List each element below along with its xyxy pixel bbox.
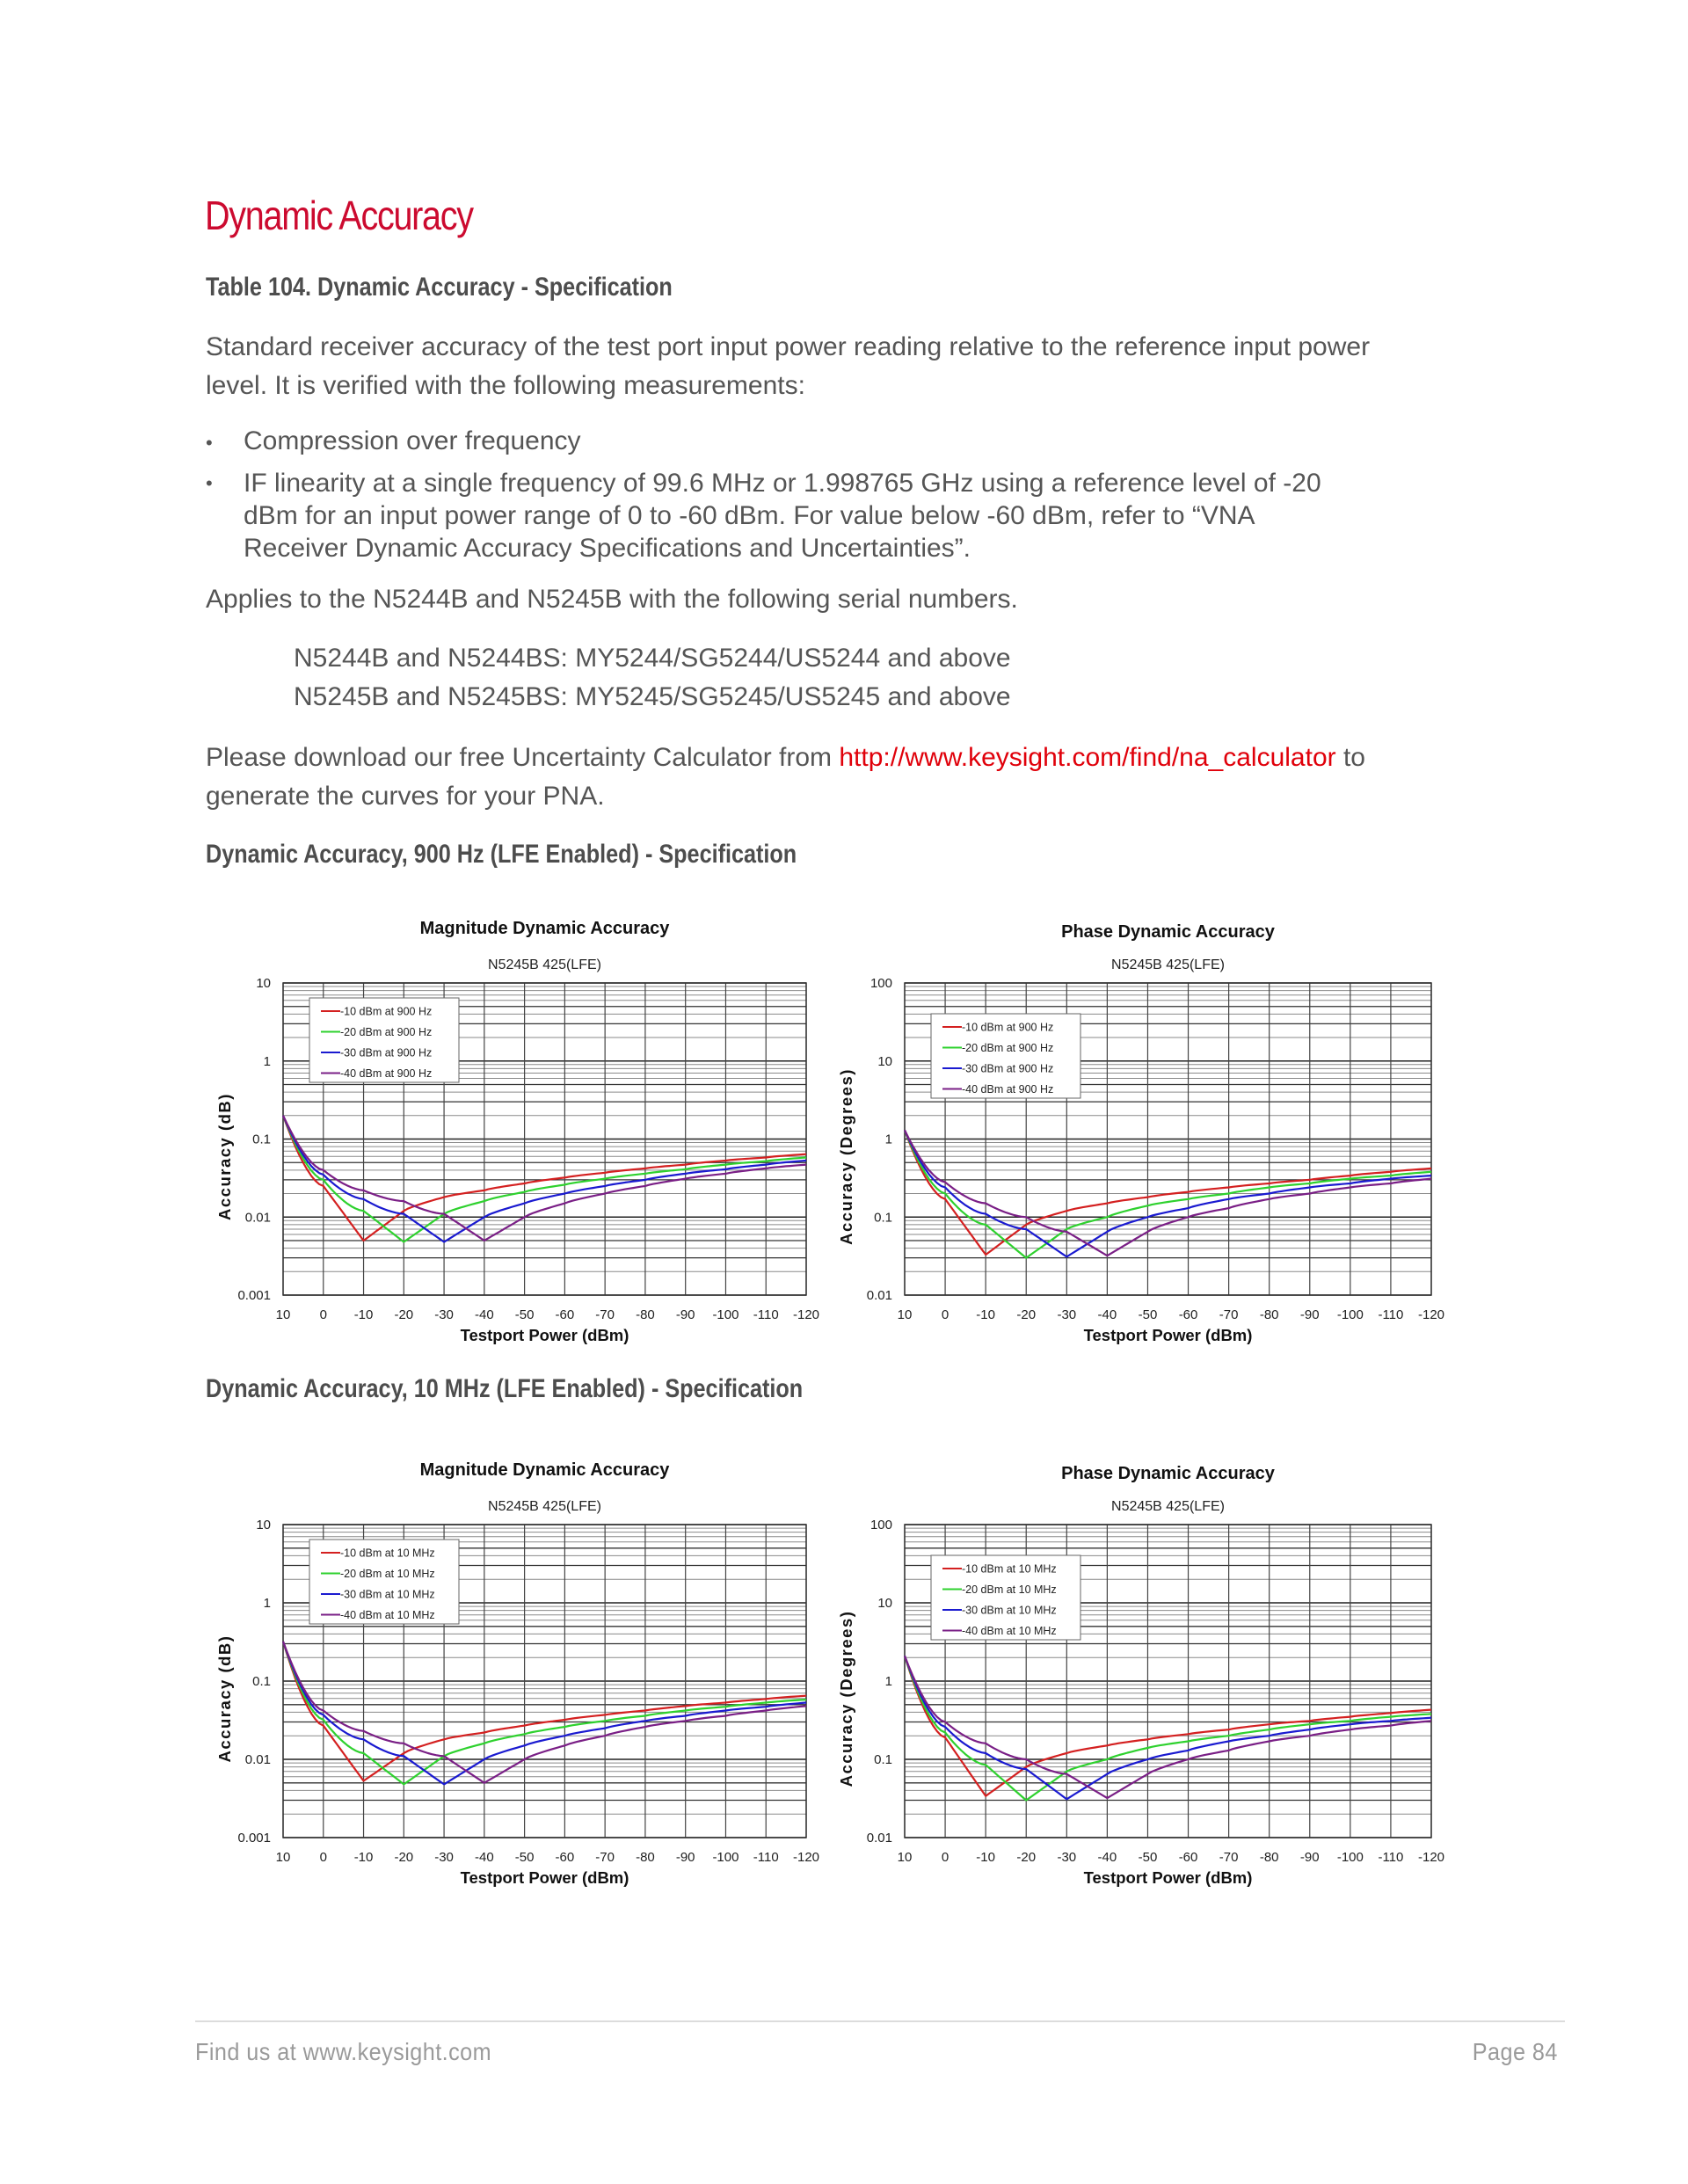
x-tick-label: 10 [275,1850,291,1865]
y-tick-label: 0.1 [252,1674,271,1689]
legend-label: -40 dBm at 900 Hz [340,1067,433,1080]
footer-website[interactable]: Find us at www.keysight.com [195,2038,492,2065]
bullet-text: dBm for an input power range of 0 to -60 dBm. For value below -60 dBm, refer to “VNA [244,501,1255,530]
table-caption: Table 104. Dynamic Accuracy - Specification [206,273,673,302]
bullet-icon: • [206,472,213,494]
legend-label: -40 dBm at 900 Hz [962,1083,1054,1096]
legend-label: -30 dBm at 10 MHz [962,1604,1057,1617]
x-tick-label: -40 [1097,1307,1117,1322]
x-tick-label: -60 [555,1307,575,1322]
x-tick-label: -30 [1057,1850,1077,1865]
x-tick-label: -80 [1259,1850,1279,1865]
y-tick-label: 0.001 [237,1288,271,1303]
legend-label: -20 dBm at 900 Hz [340,1026,433,1038]
x-tick-label: -120 [1417,1850,1445,1865]
y-tick-label: 1 [263,1053,271,1069]
chart-title: Magnitude Dynamic Accuracy [419,1460,670,1480]
x-tick-label: -20 [1016,1850,1037,1865]
x-tick-label: -30 [434,1307,454,1322]
x-tick-label: 0 [941,1850,950,1865]
x-tick-label: 0 [941,1307,950,1322]
bullet-icon: • [206,432,213,454]
x-axis-label: Testport Power (dBm) [460,1326,629,1344]
x-tick-label: -70 [595,1307,615,1322]
x-tick-label: -60 [1178,1850,1198,1865]
x-axis-label: Testport Power (dBm) [1083,1326,1253,1344]
x-tick-label: -50 [1138,1307,1158,1322]
x-tick-label: -110 [753,1307,779,1322]
legend-label: -20 dBm at 900 Hz [962,1042,1054,1054]
y-axis-label: Accuracy (Degrees) [837,1610,855,1787]
x-tick-label: -10 [976,1850,995,1865]
x-tick-label: -110 [1378,1850,1404,1865]
x-tick-label: -10 [353,1307,374,1322]
legend-label: -40 dBm at 10 MHz [962,1625,1057,1637]
x-tick-label: -90 [1299,1850,1320,1865]
y-tick-label: 0.1 [874,1210,892,1226]
legend-label: -10 dBm at 10 MHz [962,1562,1057,1576]
x-tick-label: -20 [394,1307,414,1322]
y-tick-label: 0.1 [252,1132,271,1147]
y-tick-label: 100 [869,976,892,991]
legend-label: -10 dBm at 900 Hz [962,1021,1054,1034]
chart-title: Magnitude Dynamic Accuracy [419,919,670,938]
x-tick-label: -90 [675,1850,695,1865]
x-tick-label: -10 [353,1850,374,1865]
x-tick-label: -70 [1219,1307,1239,1322]
x-tick-label: -110 [753,1850,779,1865]
legend [309,998,459,1082]
chart-title: Phase Dynamic Accuracy [1061,1464,1275,1483]
y-tick-label: 0.1 [874,1752,892,1767]
y-tick-label: 100 [869,1518,892,1532]
footer-divider [195,2020,1565,2022]
bullet-text: IF linearity at a single frequency of 99.6 MHz or 1.998765 GHz using a reference level of -20 [244,469,1321,498]
legend-label: -40 dBm at 10 MHz [340,1609,435,1621]
bullet-text: Compression over frequency [244,426,581,455]
x-tick-label: -20 [1016,1307,1037,1322]
y-tick-label: 1 [884,1674,892,1689]
intro-line-2: level. It is verified with the following measurements: [206,371,805,400]
x-tick-label: -40 [475,1307,494,1322]
y-tick-label: 0.001 [237,1831,271,1845]
y-tick-label: 0.01 [866,1831,892,1845]
y-tick-label: 10 [877,1596,892,1611]
chart-magnitude-900hz [215,919,819,1344]
y-tick-label: 10 [256,1518,271,1532]
serial-line: N5244B and N5244BS: MY5244/SG5244/US5244 and above [294,644,1011,673]
x-tick-label: -20 [394,1850,414,1865]
chart-subtitle: N5245B 425(LFE) [1111,957,1225,972]
x-tick-label: -50 [514,1850,535,1865]
y-tick-label: 10 [256,976,271,991]
x-tick-label: -120 [1417,1307,1445,1322]
chart-phase-10mhz [837,1464,1444,1887]
y-tick-label: 0.01 [866,1288,892,1303]
x-tick-label: -40 [1097,1850,1117,1865]
y-tick-label: 0.01 [244,1210,271,1226]
bullet-text: Receiver Dynamic Accuracy Specifications and Uncertainties”. [244,534,971,563]
legend [309,1540,459,1624]
y-tick-label: 1 [263,1596,271,1611]
chart-magnitude-10mhz [215,1460,819,1887]
x-tick-label: -60 [555,1850,575,1865]
x-tick-label: -80 [636,1850,655,1865]
footer-page-number: Page 84 [1472,2038,1558,2065]
serial-line: N5245B and N5245BS: MY5245/SG5245/US5245 and above [294,682,1011,711]
calculator-link[interactable]: http://www.keysight.com/find/na_calculator [839,743,1336,772]
x-tick-label: -30 [1057,1307,1077,1322]
x-tick-label: -70 [1219,1850,1239,1865]
x-tick-label: 10 [275,1307,291,1322]
x-tick-label: -110 [1378,1307,1404,1322]
chart-title: Phase Dynamic Accuracy [1061,922,1275,942]
y-axis-label: Accuracy (dB) [215,1093,234,1220]
x-tick-label: -100 [712,1307,739,1322]
intro-line-1: Standard receiver accuracy of the test port input power reading relative to the reference input power [206,332,1371,361]
x-tick-label: -100 [1336,1307,1364,1322]
legend-label: -30 dBm at 10 MHz [340,1588,435,1601]
x-tick-label: -100 [1336,1850,1364,1865]
x-tick-label: -80 [636,1307,655,1322]
y-tick-label: 1 [884,1132,892,1147]
legend-label: -20 dBm at 10 MHz [962,1583,1057,1596]
chart-phase-900hz [837,922,1444,1344]
applies-text: Applies to the N5244B and N5245B with the following serial numbers. [206,585,1018,614]
x-tick-label: -30 [434,1850,454,1865]
y-axis-label: Accuracy (Degrees) [837,1068,855,1245]
download-prefix: Please download our free Uncertainty Calculator from [206,743,840,772]
x-tick-label: 0 [319,1307,327,1322]
x-tick-label: -80 [1259,1307,1279,1322]
x-tick-label: -120 [792,1850,820,1865]
y-axis-label: Accuracy (dB) [215,1634,234,1763]
legend-label: -10 dBm at 10 MHz [340,1547,435,1560]
legend [931,1555,1080,1640]
section-heading-900hz: Dynamic Accuracy, 900 Hz (LFE Enabled) - Specification [206,840,797,869]
y-tick-label: 10 [877,1053,892,1069]
x-tick-label: -90 [1299,1307,1320,1322]
chart-subtitle: N5245B 425(LFE) [1111,1499,1225,1514]
x-axis-label: Testport Power (dBm) [460,1868,629,1887]
x-tick-label: 0 [319,1850,327,1865]
chart-subtitle: N5245B 425(LFE) [488,957,601,972]
x-axis-label: Testport Power (dBm) [1083,1868,1253,1887]
download-suffix: to [1335,743,1365,772]
x-tick-label: -100 [712,1850,739,1865]
page-title: Dynamic Accuracy [205,193,473,238]
x-tick-label: -40 [475,1850,494,1865]
x-tick-label: -50 [514,1307,535,1322]
legend-label: -30 dBm at 900 Hz [962,1062,1054,1075]
x-tick-label: 10 [897,1850,913,1865]
section-heading-10mhz: Dynamic Accuracy, 10 MHz (LFE Enabled) - Specification [206,1374,804,1403]
legend-label: -30 dBm at 900 Hz [340,1046,433,1059]
legend [931,1014,1080,1098]
x-tick-label: -90 [675,1307,695,1322]
x-tick-label: -70 [595,1850,615,1865]
x-tick-label: -50 [1138,1850,1158,1865]
download-line-2: generate the curves for your PNA. [206,782,605,811]
y-tick-label: 0.01 [244,1752,271,1767]
legend-label: -10 dBm at 900 Hz [340,1005,433,1018]
x-tick-label: -10 [976,1307,995,1322]
x-tick-label: -60 [1178,1307,1198,1322]
chart-subtitle: N5245B 425(LFE) [488,1499,601,1514]
x-tick-label: -120 [792,1307,820,1322]
x-tick-label: 10 [897,1307,913,1322]
legend-label: -20 dBm at 10 MHz [340,1568,435,1580]
